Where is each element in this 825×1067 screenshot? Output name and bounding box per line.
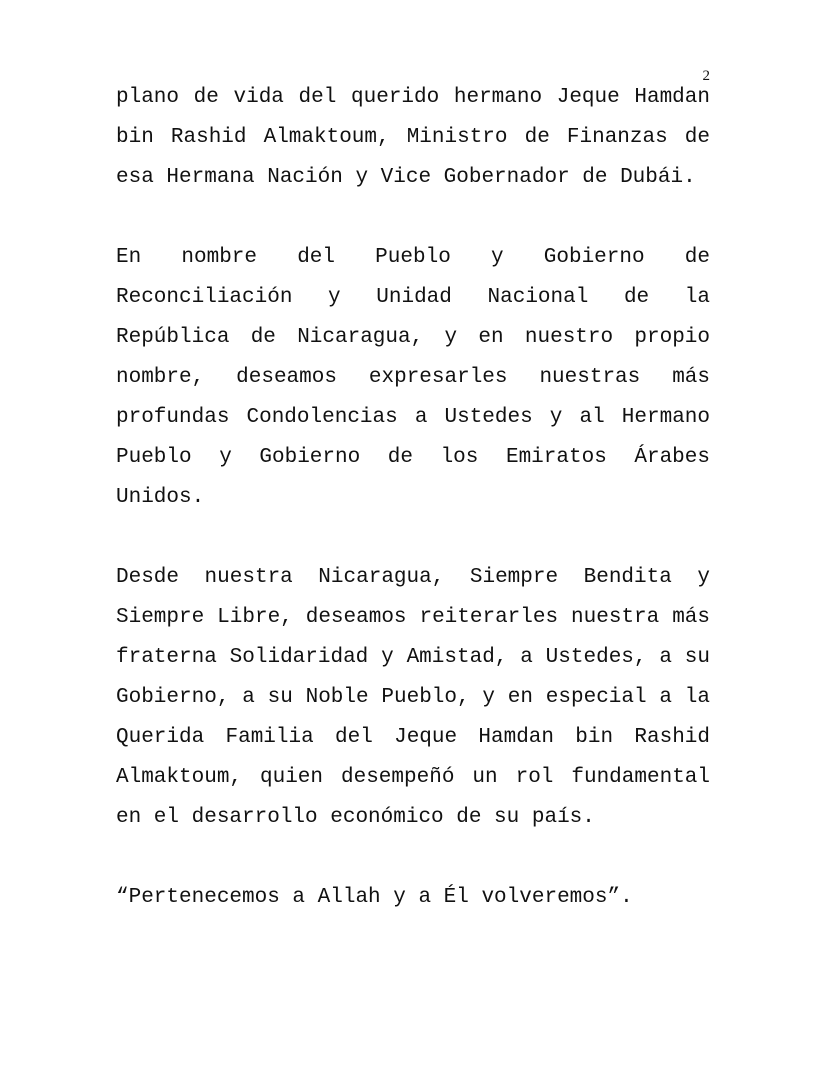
- closing-quote: “Pertenecemos a Allah y a Él volveremos”.: [116, 886, 633, 909]
- paragraph-solidarity: Desde nuestra Nicaragua, Siempre Bendita y Siempre Libre, deseamos reiterarles nuestra más fraterna Solidaridad y Amistad, a Ustedes, a su Gobierno, a su Noble Pueblo, y en especial a la Querida Familia del Jeque Hamdan bin Rashid Almaktoum, quien desempeñó un rol fundamental en el desarrollo económico de su país.: [116, 566, 710, 829]
- page-number: 2: [702, 68, 710, 84]
- paragraph-condolence-context: plano de vida del querido hermano Jeque Hamdan bin Rashid Almaktoum, Ministro de Finanzas de esa Hermana Nación y Vice Gobernador de Dubái.: [116, 86, 710, 189]
- paragraph-condolences: En nombre del Pueblo y Gobierno de Reconciliación y Unidad Nacional de la República de Nicaragua, y en nuestro propio nombre, deseamos expresarles nuestras más profundas Condolencias a Ustedes y al Hermano Pueblo y Gobierno de los Emiratos Árabes Unidos.: [116, 246, 710, 509]
- letter-body: [116, 78, 710, 958]
